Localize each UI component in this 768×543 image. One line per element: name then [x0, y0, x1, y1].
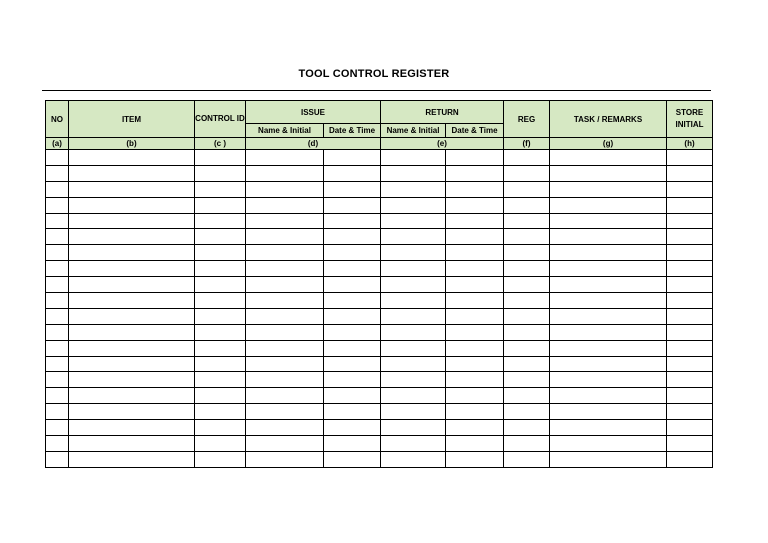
cell-task-remarks[interactable] [550, 213, 667, 229]
cell-return-date[interactable] [446, 197, 504, 213]
cell-item[interactable] [69, 451, 195, 467]
cell-store-initial[interactable] [667, 229, 713, 245]
code-d: (d) [246, 138, 381, 150]
table-row [46, 388, 713, 404]
cell-task-remarks[interactable] [550, 261, 667, 277]
cell-reg[interactable] [504, 245, 550, 261]
cell-item[interactable] [69, 372, 195, 388]
cell-task-remarks[interactable] [550, 340, 667, 356]
cell-return-name[interactable] [381, 293, 446, 309]
cell-issue-name[interactable] [246, 293, 324, 309]
cell-issue-date[interactable] [324, 372, 381, 388]
cell-task-remarks[interactable] [550, 420, 667, 436]
header-store-initial: STORE INITIAL [667, 101, 713, 138]
cell-reg[interactable] [504, 229, 550, 245]
cell-return-date[interactable] [446, 308, 504, 324]
cell-reg[interactable] [504, 277, 550, 293]
cell-reg[interactable] [504, 261, 550, 277]
cell-item[interactable] [69, 324, 195, 340]
cell-return-date[interactable] [446, 150, 504, 166]
cell-no[interactable] [46, 451, 69, 467]
cell-issue-date[interactable] [324, 420, 381, 436]
table-row [46, 181, 713, 197]
cell-control-id[interactable] [195, 293, 246, 309]
cell-reg[interactable] [504, 150, 550, 166]
cell-return-name[interactable] [381, 388, 446, 404]
cell-control-id[interactable] [195, 451, 246, 467]
header-reg: REG [504, 101, 550, 138]
cell-store-initial[interactable] [667, 165, 713, 181]
cell-no[interactable] [46, 261, 69, 277]
cell-control-id[interactable] [195, 261, 246, 277]
cell-reg[interactable] [504, 436, 550, 452]
cell-control-id[interactable] [195, 420, 246, 436]
cell-return-name[interactable] [381, 181, 446, 197]
cell-return-name[interactable] [381, 372, 446, 388]
cell-issue-date[interactable] [324, 451, 381, 467]
cell-store-initial[interactable] [667, 404, 713, 420]
cell-task-remarks[interactable] [550, 308, 667, 324]
cell-item[interactable] [69, 213, 195, 229]
cell-task-remarks[interactable] [550, 372, 667, 388]
cell-issue-date[interactable] [324, 150, 381, 166]
cell-no[interactable] [46, 213, 69, 229]
code-h: (h) [667, 138, 713, 150]
cell-no[interactable] [46, 229, 69, 245]
cell-reg[interactable] [504, 181, 550, 197]
cell-item[interactable] [69, 245, 195, 261]
cell-store-initial[interactable] [667, 388, 713, 404]
cell-task-remarks[interactable] [550, 181, 667, 197]
table-row [46, 420, 713, 436]
cell-return-date[interactable] [446, 340, 504, 356]
cell-issue-date[interactable] [324, 229, 381, 245]
code-c: (c ) [195, 138, 246, 150]
cell-reg[interactable] [504, 420, 550, 436]
cell-issue-name[interactable] [246, 261, 324, 277]
cell-task-remarks[interactable] [550, 436, 667, 452]
cell-item[interactable] [69, 404, 195, 420]
cell-issue-name[interactable] [246, 404, 324, 420]
cell-store-initial[interactable] [667, 293, 713, 309]
table-row [46, 293, 713, 309]
cell-return-date[interactable] [446, 213, 504, 229]
page-title: TOOL CONTROL REGISTER [298, 68, 450, 80]
table-row [46, 245, 713, 261]
cell-issue-name[interactable] [246, 277, 324, 293]
cell-task-remarks[interactable] [550, 404, 667, 420]
cell-return-name[interactable] [381, 340, 446, 356]
cell-control-id[interactable] [195, 277, 246, 293]
cell-issue-date[interactable] [324, 340, 381, 356]
code-b: (b) [69, 138, 195, 150]
table-row [46, 436, 713, 452]
cell-return-name[interactable] [381, 404, 446, 420]
cell-store-initial[interactable] [667, 420, 713, 436]
cell-issue-name[interactable] [246, 150, 324, 166]
cell-reg[interactable] [504, 404, 550, 420]
table-row [46, 150, 713, 166]
cell-return-name[interactable] [381, 356, 446, 372]
table-row [46, 308, 713, 324]
cell-return-name[interactable] [381, 420, 446, 436]
cell-reg[interactable] [504, 308, 550, 324]
code-e: (e) [381, 138, 504, 150]
cell-control-id[interactable] [195, 213, 246, 229]
cell-item[interactable] [69, 165, 195, 181]
cell-issue-name[interactable] [246, 229, 324, 245]
cell-item[interactable] [69, 261, 195, 277]
cell-task-remarks[interactable] [550, 451, 667, 467]
cell-return-name[interactable] [381, 324, 446, 340]
cell-task-remarks[interactable] [550, 388, 667, 404]
cell-issue-date[interactable] [324, 213, 381, 229]
cell-store-initial[interactable] [667, 308, 713, 324]
cell-control-id[interactable] [195, 404, 246, 420]
cell-item[interactable] [69, 340, 195, 356]
cell-issue-date[interactable] [324, 324, 381, 340]
cell-item[interactable] [69, 388, 195, 404]
table-row [46, 261, 713, 277]
cell-task-remarks[interactable] [550, 293, 667, 309]
tool-control-register-table [45, 100, 713, 468]
cell-return-date[interactable] [446, 277, 504, 293]
cell-return-date[interactable] [446, 165, 504, 181]
code-f: (f) [504, 138, 550, 150]
cell-issue-date[interactable] [324, 261, 381, 277]
cell-item[interactable] [69, 229, 195, 245]
cell-item[interactable] [69, 197, 195, 213]
cell-issue-name[interactable] [246, 181, 324, 197]
table-row [46, 213, 713, 229]
cell-issue-name[interactable] [246, 388, 324, 404]
cell-issue-date[interactable] [324, 293, 381, 309]
cell-no[interactable] [46, 420, 69, 436]
table-row [46, 277, 713, 293]
code-a: (a) [46, 138, 69, 150]
cell-task-remarks[interactable] [550, 150, 667, 166]
table-row [46, 372, 713, 388]
cell-return-date[interactable] [446, 324, 504, 340]
code-g: (g) [550, 138, 667, 150]
cell-return-date[interactable] [446, 372, 504, 388]
cell-task-remarks[interactable] [550, 165, 667, 181]
cell-no[interactable] [46, 245, 69, 261]
cell-no[interactable] [46, 436, 69, 452]
cell-control-id[interactable] [195, 150, 246, 166]
cell-store-initial[interactable] [667, 451, 713, 467]
header-issue-date-time: Date & Time [324, 124, 381, 138]
cell-no[interactable] [46, 340, 69, 356]
header-no: NO [46, 101, 69, 138]
cell-control-id[interactable] [195, 165, 246, 181]
table-row [46, 404, 713, 420]
cell-control-id[interactable] [195, 356, 246, 372]
cell-task-remarks[interactable] [550, 229, 667, 245]
cell-task-remarks[interactable] [550, 356, 667, 372]
cell-return-name[interactable] [381, 213, 446, 229]
cell-task-remarks[interactable] [550, 277, 667, 293]
cell-issue-date[interactable] [324, 436, 381, 452]
cell-store-initial[interactable] [667, 277, 713, 293]
cell-no[interactable] [46, 372, 69, 388]
cell-store-initial[interactable] [667, 150, 713, 166]
table-row [46, 165, 713, 181]
cell-return-name[interactable] [381, 197, 446, 213]
cell-return-date[interactable] [446, 404, 504, 420]
cell-issue-name[interactable] [246, 340, 324, 356]
cell-reg[interactable] [504, 324, 550, 340]
header-return: RETURN [381, 101, 504, 124]
cell-reg[interactable] [504, 213, 550, 229]
cell-control-id[interactable] [195, 181, 246, 197]
cell-return-name[interactable] [381, 150, 446, 166]
cell-return-name[interactable] [381, 165, 446, 181]
table-row [46, 451, 713, 467]
cell-return-name[interactable] [381, 436, 446, 452]
cell-issue-name[interactable] [246, 356, 324, 372]
cell-item[interactable] [69, 150, 195, 166]
cell-item[interactable] [69, 308, 195, 324]
cell-issue-name[interactable] [246, 436, 324, 452]
cell-return-date[interactable] [446, 420, 504, 436]
cell-return-name[interactable] [381, 277, 446, 293]
header-task-remarks: TASK / REMARKS [550, 101, 667, 138]
title-underline [42, 90, 711, 91]
cell-item[interactable] [69, 356, 195, 372]
table-row [46, 324, 713, 340]
cell-item[interactable] [69, 420, 195, 436]
cell-issue-date[interactable] [324, 308, 381, 324]
cell-task-remarks[interactable] [550, 324, 667, 340]
cell-control-id[interactable] [195, 340, 246, 356]
cell-issue-date[interactable] [324, 181, 381, 197]
cell-no[interactable] [46, 308, 69, 324]
cell-store-initial[interactable] [667, 436, 713, 452]
cell-task-remarks[interactable] [550, 245, 667, 261]
cell-store-initial[interactable] [667, 324, 713, 340]
cell-return-date[interactable] [446, 181, 504, 197]
cell-reg[interactable] [504, 356, 550, 372]
cell-issue-date[interactable] [324, 165, 381, 181]
cell-issue-date[interactable] [324, 404, 381, 420]
cell-return-date[interactable] [446, 245, 504, 261]
cell-no[interactable] [46, 277, 69, 293]
cell-return-date[interactable] [446, 356, 504, 372]
cell-store-initial[interactable] [667, 197, 713, 213]
cell-no[interactable] [46, 324, 69, 340]
cell-no[interactable] [46, 293, 69, 309]
cell-control-id[interactable] [195, 388, 246, 404]
cell-issue-name[interactable] [246, 324, 324, 340]
cell-store-initial[interactable] [667, 261, 713, 277]
cell-no[interactable] [46, 404, 69, 420]
cell-return-date[interactable] [446, 388, 504, 404]
cell-no[interactable] [46, 181, 69, 197]
header-issue-name-initial: Name & Initial [246, 124, 324, 138]
cell-return-date[interactable] [446, 229, 504, 245]
cell-task-remarks[interactable] [550, 197, 667, 213]
header-return-name-initial: Name & Initial [381, 124, 446, 138]
cell-no[interactable] [46, 388, 69, 404]
cell-control-id[interactable] [195, 436, 246, 452]
cell-reg[interactable] [504, 293, 550, 309]
cell-item[interactable] [69, 293, 195, 309]
cell-issue-name[interactable] [246, 308, 324, 324]
cell-item[interactable] [69, 436, 195, 452]
cell-reg[interactable] [504, 451, 550, 467]
cell-store-initial[interactable] [667, 356, 713, 372]
table-row [46, 340, 713, 356]
cell-no[interactable] [46, 150, 69, 166]
cell-store-initial[interactable] [667, 340, 713, 356]
cell-control-id[interactable] [195, 324, 246, 340]
header-control-id: CONTROL ID [195, 101, 246, 138]
cell-return-date[interactable] [446, 436, 504, 452]
cell-return-name[interactable] [381, 308, 446, 324]
header-issue: ISSUE [246, 101, 381, 124]
cell-return-date[interactable] [446, 261, 504, 277]
cell-issue-date[interactable] [324, 277, 381, 293]
cell-reg[interactable] [504, 372, 550, 388]
cell-reg[interactable] [504, 388, 550, 404]
cell-control-id[interactable] [195, 372, 246, 388]
cell-control-id[interactable] [195, 229, 246, 245]
cell-store-initial[interactable] [667, 213, 713, 229]
cell-issue-date[interactable] [324, 388, 381, 404]
cell-return-name[interactable] [381, 229, 446, 245]
cell-store-initial[interactable] [667, 372, 713, 388]
table-row [46, 197, 713, 213]
cell-issue-name[interactable] [246, 165, 324, 181]
cell-no[interactable] [46, 165, 69, 181]
cell-reg[interactable] [504, 340, 550, 356]
cell-no[interactable] [46, 356, 69, 372]
cell-issue-name[interactable] [246, 451, 324, 467]
header-item: ITEM [69, 101, 195, 138]
register-body [46, 150, 713, 468]
cell-no[interactable] [46, 197, 69, 213]
cell-reg[interactable] [504, 165, 550, 181]
cell-issue-name[interactable] [246, 245, 324, 261]
cell-store-initial[interactable] [667, 181, 713, 197]
cell-issue-name[interactable] [246, 197, 324, 213]
cell-issue-date[interactable] [324, 197, 381, 213]
cell-return-date[interactable] [446, 293, 504, 309]
cell-issue-date[interactable] [324, 245, 381, 261]
cell-control-id[interactable] [195, 308, 246, 324]
header-return-date-time: Date & Time [446, 124, 504, 138]
cell-return-date[interactable] [446, 451, 504, 467]
cell-return-name[interactable] [381, 261, 446, 277]
cell-reg[interactable] [504, 197, 550, 213]
cell-issue-name[interactable] [246, 420, 324, 436]
cell-item[interactable] [69, 181, 195, 197]
cell-issue-name[interactable] [246, 372, 324, 388]
cell-store-initial[interactable] [667, 245, 713, 261]
table-row [46, 356, 713, 372]
cell-control-id[interactable] [195, 197, 246, 213]
cell-control-id[interactable] [195, 245, 246, 261]
cell-item[interactable] [69, 277, 195, 293]
cell-return-name[interactable] [381, 245, 446, 261]
cell-return-name[interactable] [381, 451, 446, 467]
cell-issue-date[interactable] [324, 356, 381, 372]
table-row [46, 229, 713, 245]
cell-issue-name[interactable] [246, 213, 324, 229]
